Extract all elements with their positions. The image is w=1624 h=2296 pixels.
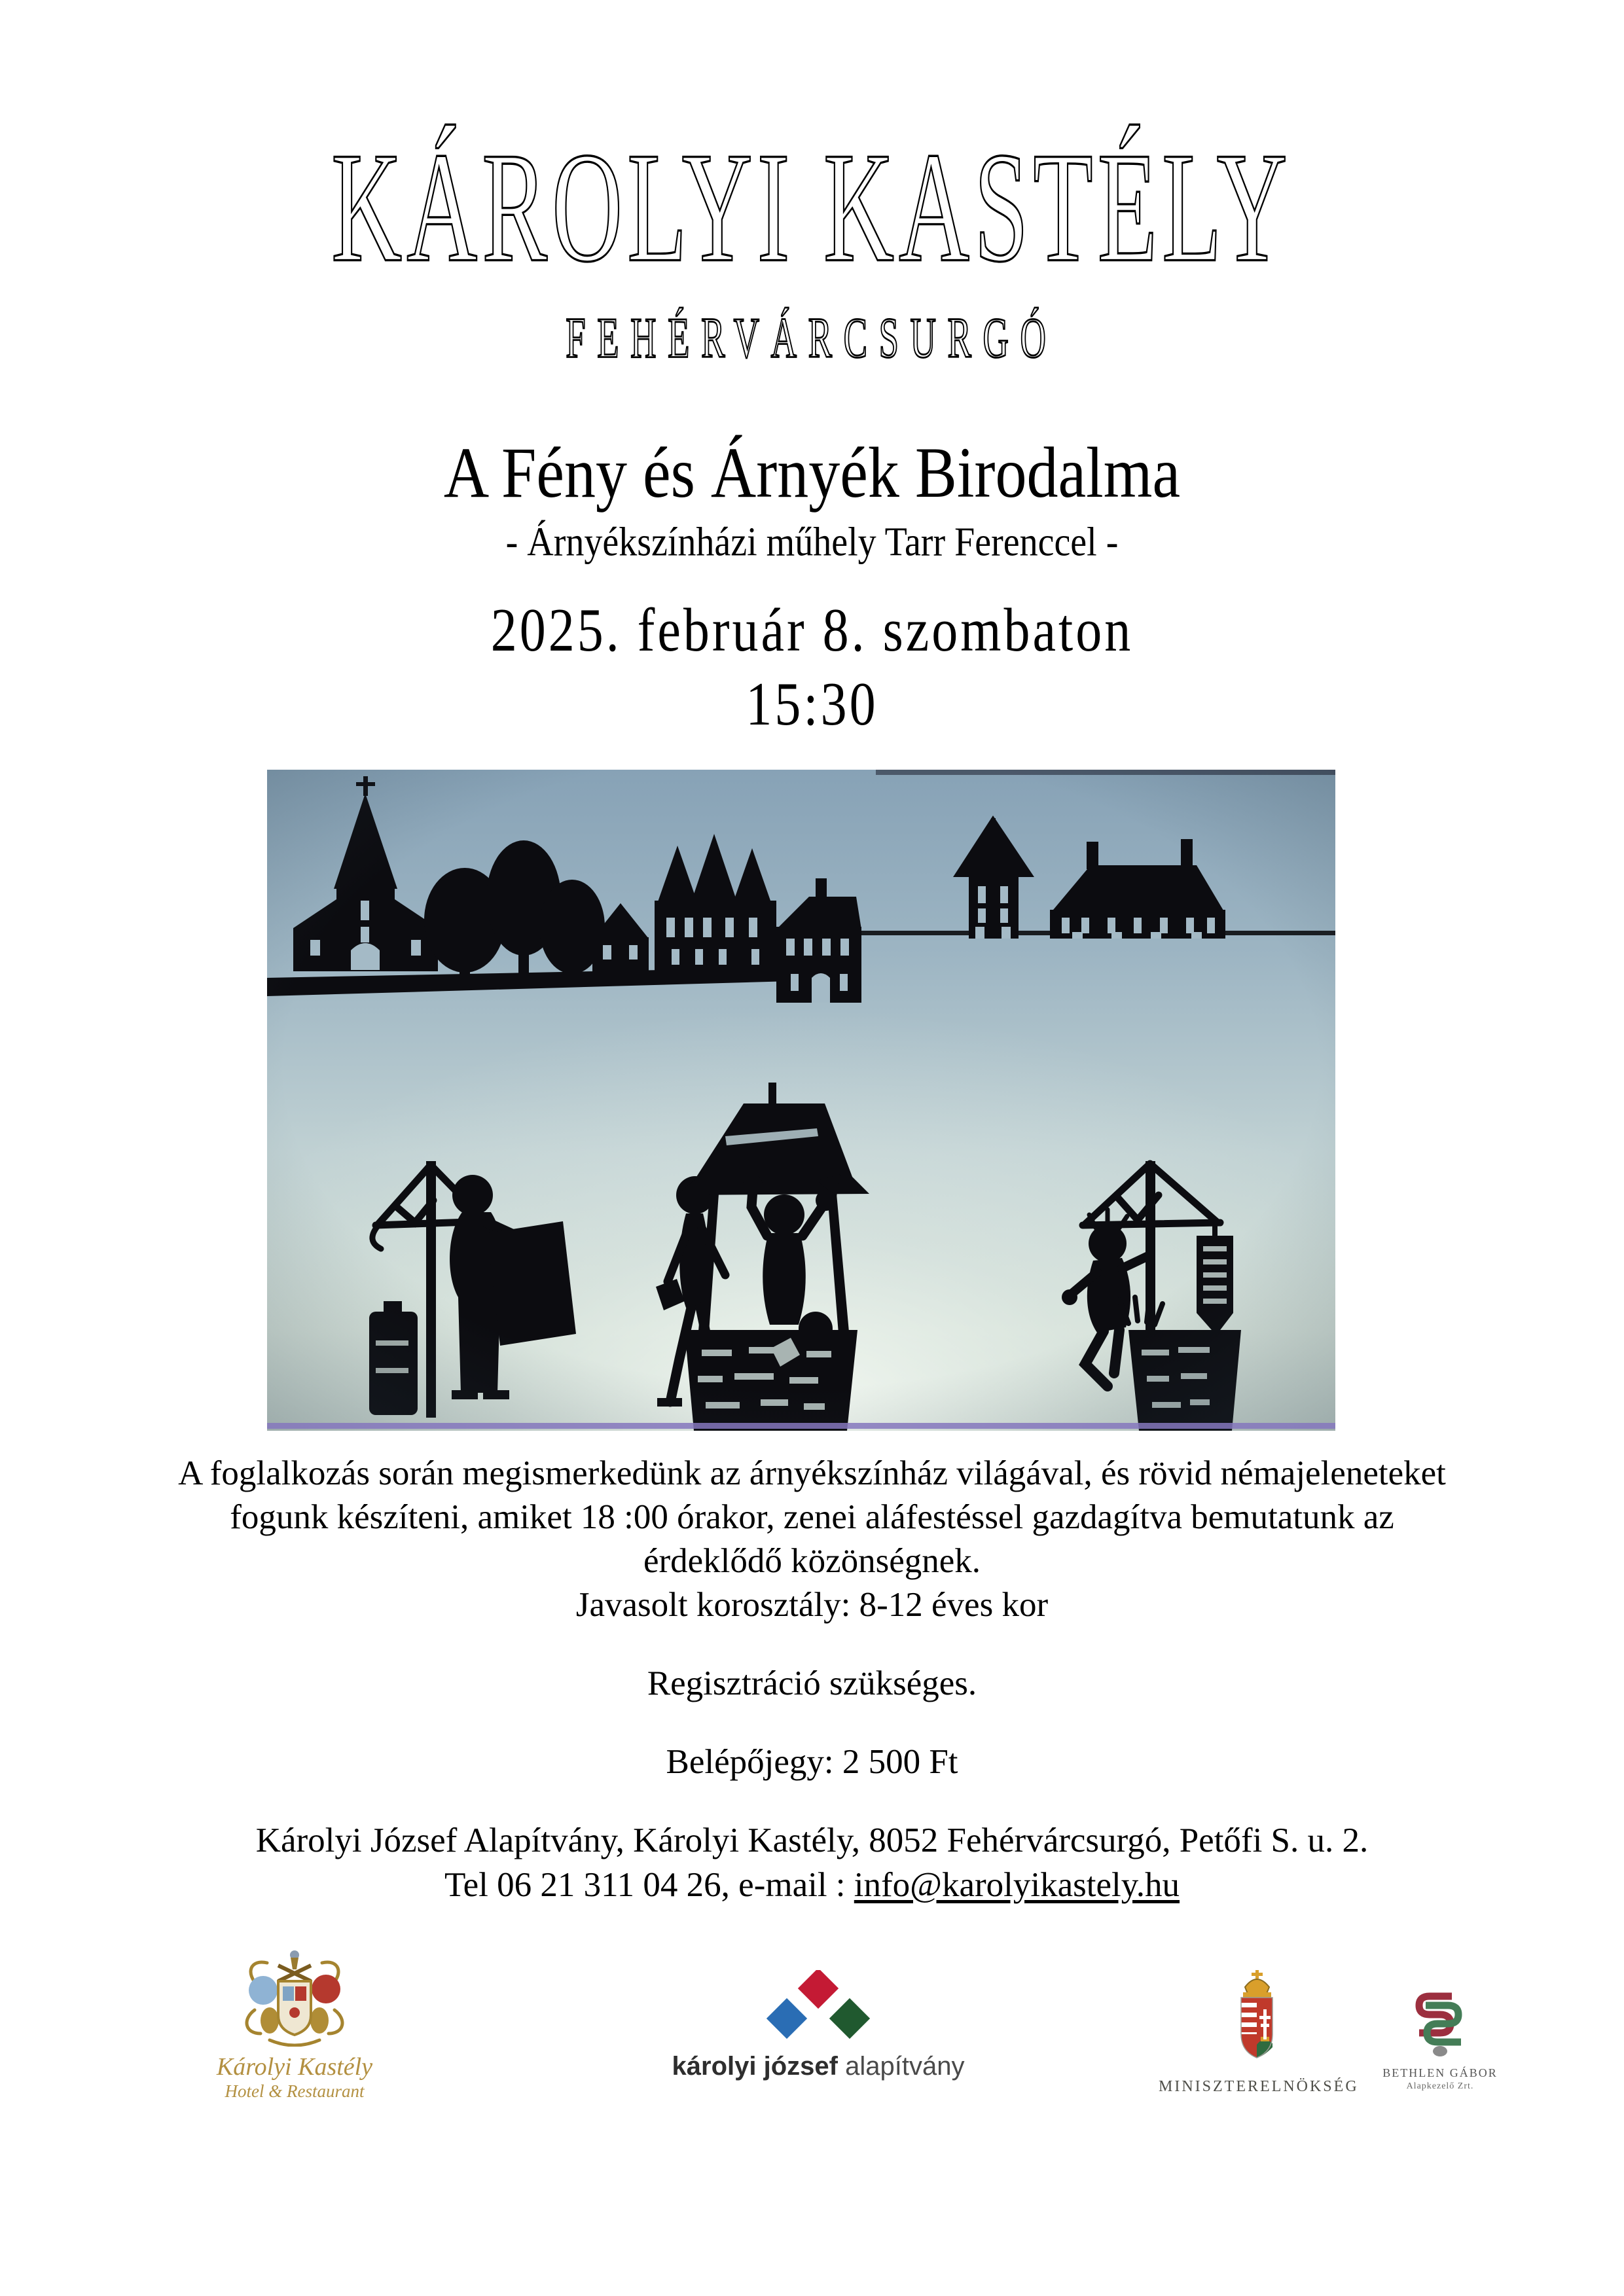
shadow-theatre-scene <box>267 770 1335 1431</box>
miniszterelnokseg-label: MINISZTERELNÖKSÉG <box>1159 2078 1359 2095</box>
description-line: A foglalkozás során megismerkedünk az árnyékszínház világával, és rövid némajeleneteket <box>178 1454 1446 1492</box>
bethlen-logo-subtitle: Alapkezelő Zrt. <box>1406 2081 1474 2091</box>
contact-line <box>0 1868 1624 1903</box>
crest-logo-subtitle: Hotel & Restaurant <box>225 2081 365 2101</box>
three-diamonds-icon <box>756 1970 880 2046</box>
poster-header <box>0 0 1624 406</box>
logo-bethlen-gabor <box>1365 1990 1515 2092</box>
crest-logo-name: Károlyi Kastély <box>216 2053 373 2081</box>
event-title: A Fény és Árnyék Birodalma <box>443 432 1181 513</box>
shadow-theatre-photo <box>267 770 1335 1431</box>
age-recommendation: Javasolt korosztály: 8-12 éves kor <box>575 1586 1049 1624</box>
venue-address: Károlyi József Alapítvány, Károlyi Kastély, 8052 Fehérvárcsurgó, Petőfi S. u. 2. <box>255 1821 1369 1859</box>
event-date: 2025. február 8. szombaton <box>490 596 1134 665</box>
description-line: fogunk készíteni, amiket 18 :00 órakor, zenei aláfestéssel gazdagítva bemutatunk az <box>230 1498 1394 1536</box>
registration-note: Regisztráció szükséges. <box>647 1664 977 1702</box>
logo-karolyi-kastely-hotel <box>196 1947 393 2102</box>
phone-label: Tel 06 21 311 04 26, e-mail : <box>444 1866 854 1904</box>
event-time: 15:30 <box>746 670 878 739</box>
karolyi-crest-icon <box>238 1947 351 2047</box>
logo-miniszterelnokseg <box>1159 1969 1359 2096</box>
bethlen-logo-name: BETHLEN GÁBOR <box>1382 2066 1498 2079</box>
alapitvany-logo-text <box>648 2052 988 2081</box>
event-description <box>0 1452 1624 1627</box>
venue-location: FEHÉRVÁRCSURGÓ <box>566 306 1058 370</box>
venue-name: KÁROLYI KASTÉLY <box>331 120 1292 295</box>
email-link[interactable]: info@karolyikastely.hu <box>854 1866 1180 1904</box>
bethlen-gabor-mark-icon <box>1410 1990 1470 2058</box>
hungarian-coat-of-arms-icon <box>1225 1969 1288 2068</box>
alapitvany-name-bold: károlyi józsef <box>672 2052 838 2081</box>
ticket-price: Belépőjegy: 2 500 Ft <box>666 1743 958 1781</box>
screen-base-line <box>267 1423 1335 1429</box>
description-line: érdeklődő közönségnek. <box>643 1542 981 1580</box>
logo-karolyi-jozsef-alapitvany <box>648 1970 988 2081</box>
event-subtitle: - Árnyékszínházi műhely Tarr Ferenccel - <box>505 519 1119 565</box>
alapitvany-name-regular: alapítvány <box>845 2052 965 2081</box>
screen-top-edge <box>876 770 1335 775</box>
